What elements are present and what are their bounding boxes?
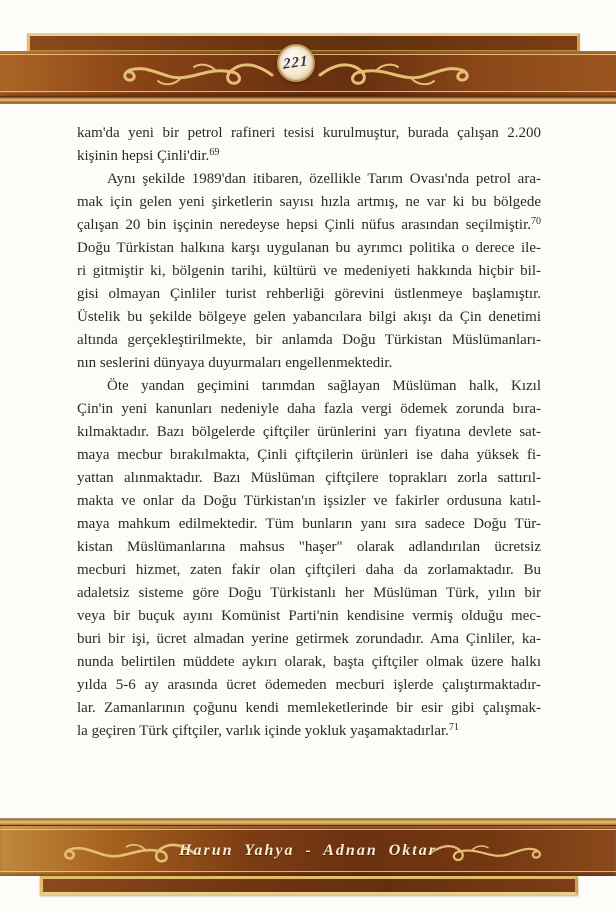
text-run: maya mahkum edilmektedir. Tüm bunların yanı sıra sadece Doğu Tür- bbox=[77, 516, 541, 532]
text-run: ri gitmiştir ki, bölgenin tarihi, kültürü ve medeniyeti hakkında hiçbir bil- bbox=[77, 263, 541, 279]
text-line bbox=[77, 168, 541, 191]
text-line bbox=[77, 329, 541, 352]
text-line bbox=[77, 513, 541, 536]
text-run: adaletsiz sisteme göre Doğu Türkistanlı her Müslüman Türk, yılın bir bbox=[77, 585, 541, 601]
text-run: yattan alınmaktadır. Bazı Müslüman çiftçilere toprakları zorla sattırıl- bbox=[77, 470, 541, 486]
text-line bbox=[77, 605, 541, 628]
text-line bbox=[77, 444, 541, 467]
text-run: kişinin hepsi Çinli'dir. bbox=[77, 148, 210, 164]
text-run: Üstelik bu şekilde bölgeye gelen yabancılara bilgi akışı da Çin denetimi bbox=[77, 309, 541, 325]
text-line bbox=[77, 306, 541, 329]
text-line bbox=[77, 674, 541, 697]
text-run: lar. Zamanlarının çoğunu kendi memleketlerinde bir esir gibi çalışmak- bbox=[77, 700, 541, 716]
scroll-flourish-icon bbox=[314, 57, 474, 91]
text-run: maya mecbur bırakılmakta, Çinli çiftçilerin ürünleri ise daha yüksek fi- bbox=[77, 447, 541, 463]
text-line bbox=[77, 628, 541, 651]
text-run: Doğu Türkistan halkına karşı uygulanan bu ayrımcı politika o derece ile- bbox=[77, 240, 541, 256]
footnote-ref: 71 bbox=[448, 722, 459, 733]
text-line bbox=[77, 651, 541, 674]
text-run: makta ve onlar da Doğu Türkistan'ın işsizler ve fakirler ordusuna katıl- bbox=[77, 493, 541, 509]
text-run: nın seslerini dünyaya duyurmaları engellenmektedir. bbox=[77, 355, 393, 371]
text-run: altında gerçekleştirilmekte, bir anlamda Doğu Türkistan Müslümanları- bbox=[77, 332, 541, 348]
text-line bbox=[77, 352, 541, 375]
text-line bbox=[77, 697, 541, 720]
text-line bbox=[77, 191, 541, 214]
footnote-ref: 70 bbox=[531, 216, 541, 227]
text-line bbox=[77, 490, 541, 513]
text-run: Çin'in yeni kanunları nedeniyle daha fazla vergi ödemek zorunda bıra- bbox=[77, 401, 541, 417]
footer-moulding-strip bbox=[40, 876, 578, 895]
text-run: çalışan 20 bin işçinin neredeyse hepsi Çinli nüfus arasından seçilmiştir. bbox=[77, 217, 531, 233]
footnote-ref: 69 bbox=[209, 147, 220, 158]
text-run: gisi olmayan Çinliler turist rehberliği görevini üstlenmeye başlamıştır. bbox=[77, 286, 541, 302]
scroll-flourish-icon bbox=[118, 57, 278, 91]
text-line bbox=[77, 398, 541, 421]
header-under-stripe bbox=[0, 96, 616, 104]
text-run: mak için gelen yeni şirketlerin sayısı hızla artmış, ne var ki bu bölgede bbox=[77, 194, 541, 210]
page-number-medallion bbox=[277, 44, 315, 82]
text-run: la geçiren Türk çiftçiler, varlık içinde yokluk yaşamaktadırlar. bbox=[77, 723, 449, 739]
text-run: Öte yandan geçimini tarımdan sağlayan Müslüman halk, Kızıl bbox=[107, 378, 541, 394]
text-run: buri bir işi, ücret almadan yerine getirmek zorundadır. Ama Çinliler, ka- bbox=[77, 631, 541, 647]
text-line bbox=[77, 536, 541, 559]
text-line bbox=[77, 421, 541, 444]
text-run: mecburi hizmet, zaten fakir olan çiftçileri daha da zorlamaktadır. Bu bbox=[77, 562, 541, 578]
text-run: Aynı şekilde 1989'dan itibaren, özellikle Tarım Ovası'nda petrol ara- bbox=[107, 171, 541, 187]
text-line bbox=[77, 720, 541, 743]
scroll-flourish-icon bbox=[425, 840, 545, 866]
text-line bbox=[77, 237, 541, 260]
footer-over-stripe bbox=[0, 818, 616, 826]
footer-ornament-band bbox=[0, 818, 616, 898]
text-line bbox=[77, 467, 541, 490]
text-line bbox=[77, 375, 541, 398]
page-number: 221 bbox=[283, 52, 309, 73]
text-run: kistan Müslümanlarına mahsus "haşer" olarak adlandırılan ücretsiz bbox=[77, 539, 541, 555]
text-run: kılmaktadır. Bazı bölgelerde çiftçiler ürünlerini yarı fiyatına devlete sat- bbox=[77, 424, 541, 440]
text-line bbox=[77, 122, 541, 145]
text-line bbox=[77, 582, 541, 605]
text-line bbox=[77, 559, 541, 582]
text-line bbox=[77, 283, 541, 306]
text-run: yılda 5-6 ay arasında ücret ödemeden mecburi işlerde çalıştırmaktadır- bbox=[77, 677, 541, 693]
text-run: veya bir buçuk ayını Komünist Parti'nin kendisine vermiş olduğu mec- bbox=[77, 608, 541, 624]
text-line bbox=[77, 214, 541, 237]
footer-author: Harun Yahya - Adnan Oktar bbox=[179, 842, 437, 859]
text-block bbox=[77, 122, 541, 743]
header-ornament-band bbox=[0, 0, 616, 104]
text-run: nunda belirtilen müddete aykırı olarak, başta çiftçiler olmak üzere halkı bbox=[77, 654, 541, 670]
text-line bbox=[77, 145, 541, 168]
text-run: kam'da yeni bir petrol rafineri tesisi kurulmuştur, burada çalışan 2.200 bbox=[77, 125, 541, 141]
text-line bbox=[77, 260, 541, 283]
